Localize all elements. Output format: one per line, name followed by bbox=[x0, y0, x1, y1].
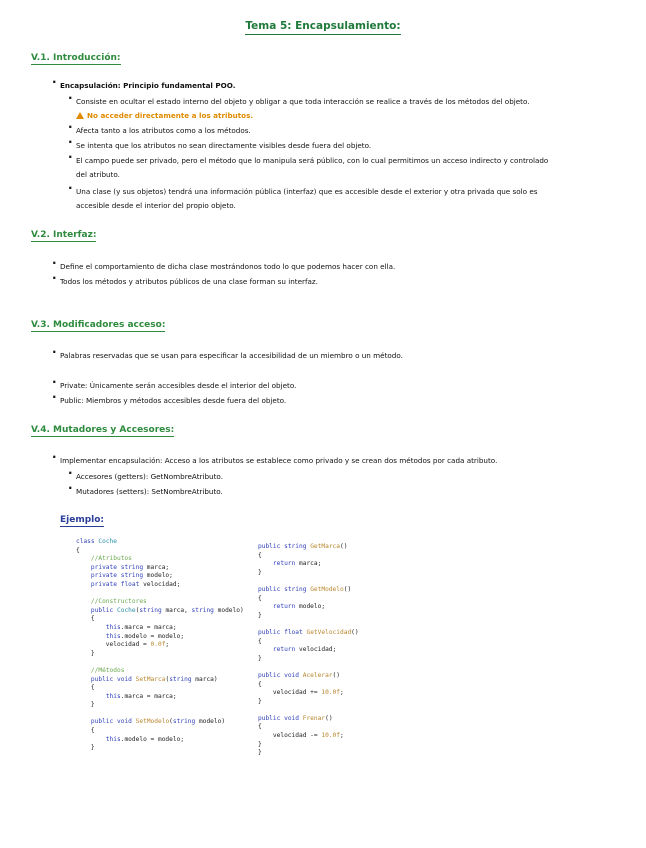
code-left-line: public void SetMarca(string marca) bbox=[90, 675, 218, 683]
code-right-line: return modelo; bbox=[272, 603, 326, 611]
code-left-line: public void SetModelo(string modelo) bbox=[90, 718, 226, 726]
code-right-line: } bbox=[258, 749, 262, 757]
bullet-campo-privado: · El campo puede ser privado, pero el método que lo manipula será público, con lo cual permitimos un acceso indirecto y controlado bbox=[76, 156, 548, 165]
code-right-line: velocidad -= 10.0f; bbox=[258, 732, 344, 740]
code-left-line bbox=[76, 658, 244, 667]
code-right-line: { bbox=[258, 637, 262, 645]
code-left-line: this.modelo = modelo; bbox=[105, 735, 185, 743]
code-right-line: return velocidad; bbox=[272, 646, 337, 654]
bullet-public: · Public: Miembros y métodos accesibles desde fuera del objeto. bbox=[60, 396, 286, 405]
code-block-methods bbox=[258, 543, 359, 758]
code-right-line: { bbox=[258, 594, 262, 602]
code-left-line: public Coche(string marca, string modelo) bbox=[90, 606, 244, 614]
code-left-line: //Constructores bbox=[76, 598, 147, 606]
bullet-todos-metodos: · Todos los métodos y atributos públicos de una clase forman su interfaz. bbox=[60, 277, 318, 286]
code-right-line: return marca; bbox=[272, 560, 322, 568]
bullet-campo-privado-cont: del atributo. bbox=[76, 170, 120, 179]
code-left-line: //Atributos bbox=[76, 555, 132, 563]
code-left-line: { bbox=[76, 684, 95, 692]
code-left-line: { bbox=[76, 615, 95, 623]
code-block-class-coche bbox=[76, 538, 244, 753]
bullet-una-clase-cont: accesible desde el interior del propio objeto. bbox=[76, 201, 236, 210]
code-right-line: { bbox=[258, 551, 262, 559]
ejemplo-heading: Ejemplo: bbox=[60, 515, 105, 525]
code-left-line: this.marca = marca; bbox=[105, 692, 177, 700]
warning-note: No acceder directamente a los atributos. bbox=[76, 111, 253, 120]
bullet-consiste: · Consiste en ocultar el estado interno del objeto y obligar a que toda interacción se realice a través de los métodos del objeto. bbox=[76, 97, 530, 106]
code-left-line bbox=[76, 590, 244, 599]
code-right-line: } bbox=[258, 611, 262, 619]
code-right-line bbox=[258, 620, 359, 629]
bullet-implementar: · Implementar encapsulación: Acceso a los atributos se establece como privado y se crean dos métodos por cada atributo. bbox=[60, 456, 497, 465]
bullet-afecta: · Afecta tanto a los atributos como a los métodos. bbox=[76, 126, 251, 135]
code-left-line: } bbox=[76, 649, 95, 657]
bullet-una-clase: · Una clase (y sus objetos) tendrá una información pública (interfaz) que es accesible desde el exterior y otra privada que solo es bbox=[76, 187, 538, 196]
bullet-palabras-reservadas: · Palabras reservadas que se usan para especificar la accesibilidad de un miembro o un método. bbox=[60, 351, 403, 360]
warning-icon bbox=[76, 112, 84, 119]
code-left-line: } bbox=[76, 744, 95, 752]
code-left-line: { bbox=[76, 727, 95, 735]
bullet-encapsulacion: · Encapsulación: Principio fundamental POO. bbox=[60, 81, 235, 90]
code-left-line: class Coche bbox=[76, 538, 118, 545]
code-right-line: public float GetVelocidad() bbox=[258, 628, 359, 636]
code-right-line: { bbox=[258, 723, 262, 731]
code-right-line: public string GetMarca() bbox=[258, 543, 348, 550]
bullet-private: · Private: Únicamente serán accesibles desde el interior del objeto. bbox=[60, 381, 296, 390]
code-left-line: this.marca = marca; bbox=[105, 623, 177, 631]
bullet-mutadores: · Mutadores (setters): SetNombreAtributo. bbox=[76, 487, 223, 496]
code-left-line bbox=[76, 710, 244, 719]
code-right-line: } bbox=[258, 740, 262, 748]
section-heading-interfaz: V.2. Interfaz: bbox=[31, 230, 97, 240]
code-right-line: } bbox=[258, 697, 262, 705]
code-right-line: public void Frenar() bbox=[258, 714, 333, 722]
page-title: Tema 5: Encapsulamiento: bbox=[0, 20, 646, 32]
code-left-line: private float velocidad; bbox=[90, 580, 181, 588]
section-heading-mutadores: V.4. Mutadores y Accesores: bbox=[31, 425, 175, 435]
code-right-line bbox=[258, 577, 359, 586]
code-left-line: this.modelo = modelo; bbox=[105, 632, 185, 640]
bullet-se-intenta: · Se intenta que los atributos no sean directamente visibles desde fuera del objeto. bbox=[76, 141, 371, 150]
code-right-line: velocidad += 10.0f; bbox=[258, 689, 344, 697]
code-left-line: { bbox=[76, 546, 80, 554]
code-right-line: } bbox=[258, 654, 262, 662]
code-right-line: } bbox=[258, 568, 262, 576]
section-heading-introduccion: V.1. Introducción: bbox=[31, 53, 121, 63]
bullet-accesores: · Accesores (getters): GetNombreAtributo. bbox=[76, 472, 223, 481]
code-left-line: private string marca; bbox=[90, 563, 170, 571]
code-right-line bbox=[258, 706, 359, 715]
bullet-define: · Define el comportamiento de dicha clase mostrándonos todo lo que podemos hacer con ella. bbox=[60, 262, 395, 271]
code-left-line: velocidad = 0.0f; bbox=[76, 641, 170, 649]
code-right-line: public string GetModelo() bbox=[258, 585, 352, 593]
code-right-line: public void Acelerar() bbox=[258, 671, 340, 679]
code-left-line: //Métodos bbox=[76, 666, 125, 674]
section-heading-modificadores: V.3. Modificadores acceso: bbox=[31, 320, 166, 330]
code-left-line: private string modelo; bbox=[90, 572, 173, 580]
code-right-line: { bbox=[258, 680, 262, 688]
code-left-line: } bbox=[76, 701, 95, 709]
code-right-line bbox=[258, 663, 359, 672]
